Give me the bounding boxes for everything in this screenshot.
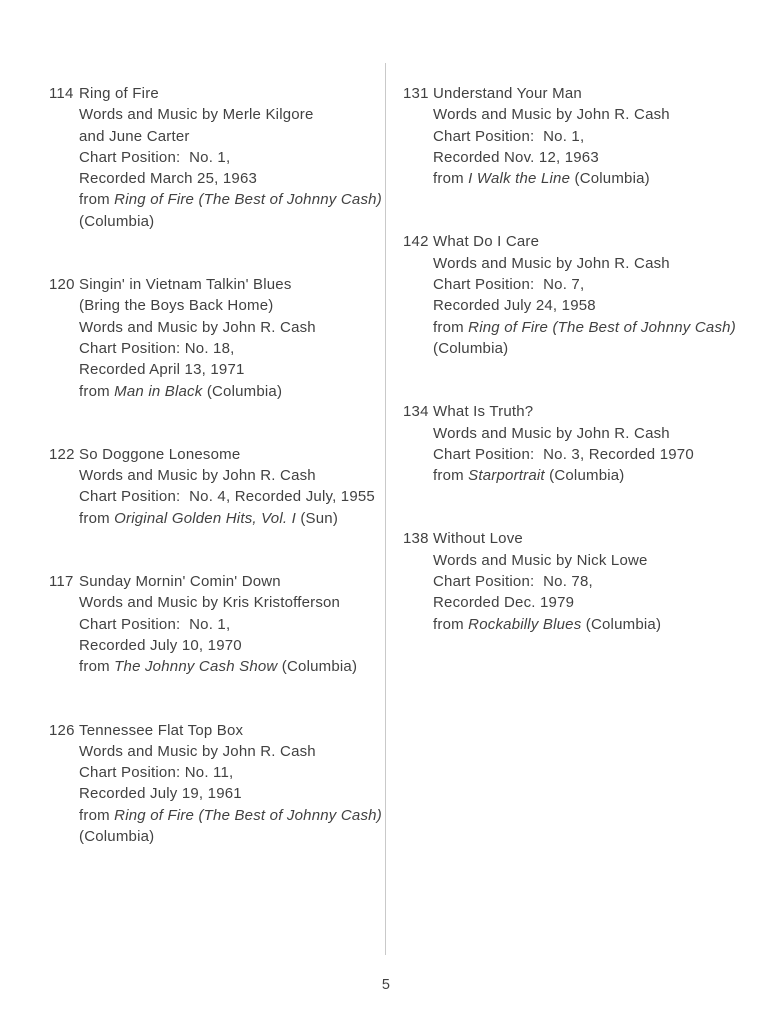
song-detail-line: Words and Music by John R. Cash: [433, 254, 670, 272]
song-entry-lines: [79, 274, 394, 402]
song-title: Without Love: [433, 530, 523, 548]
song-detail-line: Chart Position: No. 1,: [79, 615, 231, 633]
song-entry: [403, 528, 748, 634]
song-entry: [49, 444, 394, 529]
song-page-number: 117: [49, 573, 74, 591]
song-entry-lines: [79, 444, 394, 529]
song-entry: [49, 720, 394, 848]
song-detail-line: [433, 168, 748, 189]
song-page-number: 126: [49, 721, 75, 739]
song-entry: [49, 274, 394, 402]
song-title: So Doggone Lonesome: [79, 445, 241, 463]
album-title: Ring of Fire (The Best of Johnny Cash): [114, 806, 382, 824]
song-title: Singin' in Vietnam Talkin' Blues: [79, 276, 292, 294]
song-detail-line: [79, 805, 394, 826]
song-detail-line: Words and Music by John R. Cash: [79, 318, 316, 336]
song-detail-line: Recorded April 13, 1971: [79, 361, 245, 379]
song-page-number: 138: [403, 530, 429, 548]
song-title: Tennessee Flat Top Box: [79, 721, 244, 739]
from-label: from: [79, 658, 115, 676]
album-title: Starportrait: [468, 467, 545, 485]
song-detail-line: Chart Position: No. 1,: [433, 127, 585, 145]
song-detail-line: Words and Music by Kris Kristofferson: [79, 594, 341, 612]
song-entry: [403, 401, 748, 486]
from-label: from: [433, 615, 469, 633]
record-label: (Columbia): [581, 615, 662, 633]
from-label: from: [433, 170, 469, 188]
song-detail-line: Chart Position: No. 4, Recorded July, 1955: [79, 488, 375, 506]
album-title: Ring of Fire (The Best of Johnny Cash): [114, 191, 382, 209]
album-title: Rockabilly Blues: [468, 615, 582, 633]
song-entry-lines: [433, 231, 748, 359]
song-detail-line: Chart Position: No. 18,: [79, 339, 235, 357]
song-detail-line: Recorded July 10, 1970: [79, 636, 242, 654]
song-detail-line: (Bring the Boys Back Home): [79, 297, 274, 315]
song-detail-line: [79, 381, 394, 402]
album-title: Man in Black: [114, 382, 203, 400]
song-detail-line: Recorded March 25, 1963: [79, 170, 258, 188]
song-detail-line: Chart Position: No. 3, Recorded 1970: [433, 445, 694, 463]
song-detail-line: [433, 317, 748, 338]
record-label: (Columbia): [202, 382, 283, 400]
song-entry-lines: [79, 720, 394, 848]
song-title: Ring of Fire: [79, 85, 159, 102]
song-entry: [49, 571, 394, 677]
song-detail-line: Words and Music by Merle Kilgore: [79, 106, 314, 124]
song-detail-line: (Columbia): [79, 828, 155, 846]
song-detail-line: Recorded July 19, 1961: [79, 785, 242, 803]
song-title: What Is Truth?: [433, 403, 534, 421]
album-title: I Walk the Line: [468, 170, 571, 188]
song-detail-line: and June Carter: [79, 127, 190, 145]
from-label: from: [433, 318, 469, 336]
from-label: from: [79, 191, 115, 209]
song-title: Understand Your Man: [433, 85, 582, 102]
song-detail-line: (Columbia): [433, 339, 509, 357]
song-entry-lines: [79, 83, 394, 232]
song-detail-line: [79, 656, 394, 677]
song-page-number: 131: [403, 85, 429, 102]
song-entry: [403, 83, 748, 189]
song-entry: [49, 83, 394, 232]
song-detail-line: Recorded July 24, 1958: [433, 297, 596, 315]
song-detail-line: Chart Position: No. 7,: [433, 276, 585, 294]
song-entry-lines: [433, 401, 748, 486]
song-page-number: 134: [403, 403, 429, 421]
song-entry: [403, 231, 748, 359]
song-title: Sunday Mornin' Comin' Down: [79, 573, 281, 591]
song-detail-line: [79, 189, 394, 210]
song-page-number: 142: [403, 233, 429, 251]
song-index-column-left: [49, 83, 394, 889]
record-label: (Columbia): [277, 658, 358, 676]
album-title: The Johnny Cash Show: [114, 658, 278, 676]
record-label: (Sun): [295, 509, 339, 527]
album-title: Ring of Fire (The Best of Johnny Cash): [468, 318, 736, 336]
song-entry-lines: [79, 571, 394, 677]
song-detail-line: Chart Position: No. 78,: [433, 573, 593, 591]
from-label: from: [79, 382, 115, 400]
song-detail-line: [79, 508, 394, 529]
song-page-number: 120: [49, 276, 75, 294]
song-detail-line: Words and Music by John R. Cash: [79, 467, 316, 485]
from-label: from: [79, 509, 115, 527]
song-detail-line: Words and Music by Nick Lowe: [433, 551, 648, 569]
song-detail-line: Recorded Nov. 12, 1963: [433, 148, 599, 166]
song-detail-line: Words and Music by John R. Cash: [433, 106, 670, 124]
album-title: Original Golden Hits, Vol. I: [114, 509, 296, 527]
song-entry-lines: [433, 528, 748, 634]
song-page-number: 114: [49, 85, 74, 102]
song-detail-line: Words and Music by John R. Cash: [79, 742, 316, 760]
song-entry-lines: [433, 83, 748, 189]
record-label: (Columbia): [544, 467, 625, 485]
song-detail-line: Words and Music by John R. Cash: [433, 424, 670, 442]
song-detail-line: [433, 465, 748, 486]
page-number: 5: [381, 977, 391, 993]
from-label: from: [433, 467, 469, 485]
from-label: from: [79, 806, 115, 824]
song-index-column-right: [403, 83, 748, 677]
song-detail-line: Recorded Dec. 1979: [433, 594, 575, 612]
song-detail-line: Chart Position: No. 1,: [79, 148, 231, 166]
song-page-number: 122: [49, 445, 75, 463]
song-detail-line: Chart Position: No. 11,: [79, 764, 234, 782]
song-detail-line: [433, 614, 748, 635]
song-title: What Do I Care: [433, 233, 540, 251]
song-detail-line: (Columbia): [79, 212, 155, 230]
record-label: (Columbia): [570, 170, 650, 188]
